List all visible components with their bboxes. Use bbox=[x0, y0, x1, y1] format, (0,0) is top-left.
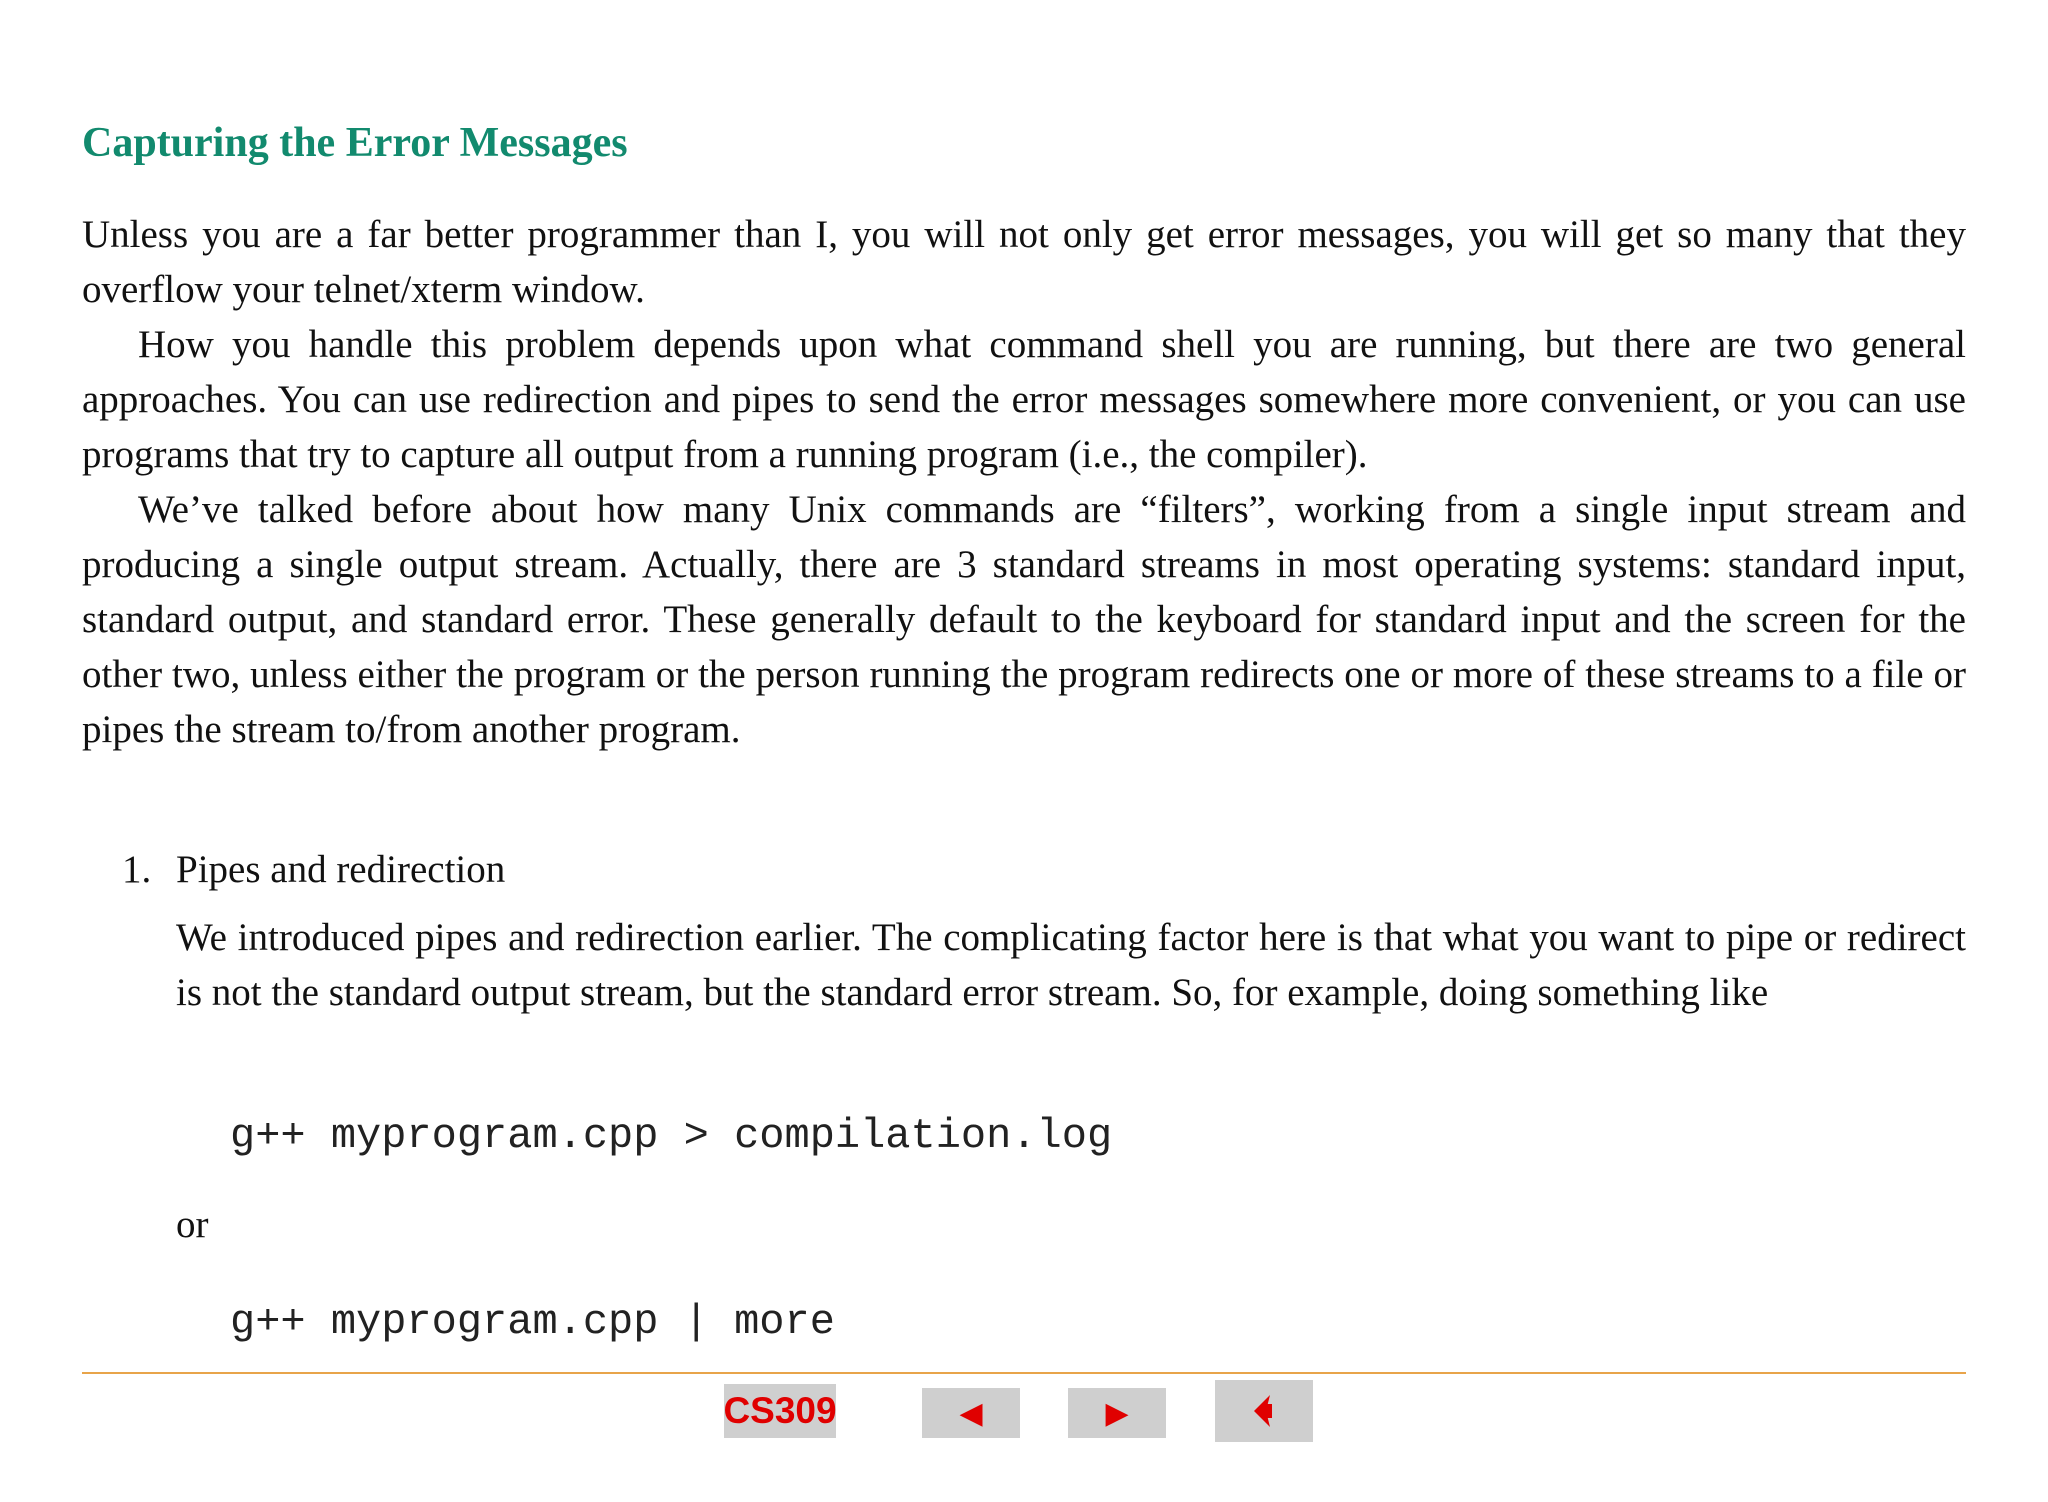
list-item-heading bbox=[122, 842, 1966, 897]
footer-divider bbox=[82, 1372, 1966, 1374]
next-page-button[interactable] bbox=[1068, 1388, 1166, 1438]
left-triangle-icon: ◀ bbox=[959, 1396, 983, 1430]
list-number: 1. bbox=[122, 848, 152, 891]
list-paragraph: We introduced pipes and redirection earlier. The complicating factor here is that what you want to pipe or redirect is not the standard output stream, but the standard error stream. So, for example, doing something like bbox=[176, 916, 1966, 1014]
right-triangle-icon: ▶ bbox=[1105, 1396, 1129, 1430]
paragraph-2: How you handle this problem depends upon what command shell you are running, but there are two general approaches. You can use redirection and pipes to send the error messages somewhere more convenient, or you can use programs that try to capture all output from a running program (i.e., the compiler). bbox=[82, 323, 1966, 476]
previous-page-button[interactable] bbox=[922, 1388, 1020, 1438]
list-item-body bbox=[176, 910, 1966, 1020]
body-text bbox=[82, 207, 1966, 757]
or-text: or bbox=[176, 1203, 209, 1246]
paragraph-1: Unless you are a far better programmer than I, you will not only get error messages, you will get so many that they overflow your telnet/xterm window. bbox=[82, 213, 1966, 311]
list-heading: Pipes and redirection bbox=[176, 848, 506, 891]
paragraph-3: We’ve talked before about how many Unix commands are “filters”, working from a single input stream and producing a single output stream. Actually, there are 3 standard streams in most operating systems: standard input, standard output, and standard error. These generally default to the keyboard for standard input and the screen for the other two, unless either the program or the person running the program redirects one or more of these streams to a file or pipes the stream to/from another program. bbox=[82, 488, 1966, 751]
page-title: Capturing the Error Messages bbox=[82, 120, 628, 166]
code-example-pipe: g++ myprogram.cpp | more bbox=[230, 1298, 835, 1346]
back-button[interactable] bbox=[1215, 1380, 1313, 1442]
slide-page bbox=[82, 0, 1966, 1502]
back-arrow-icon bbox=[1250, 1391, 1278, 1431]
course-home-button[interactable]: CS309 bbox=[724, 1384, 836, 1438]
code-example-redirect: g++ myprogram.cpp > compilation.log bbox=[230, 1112, 1113, 1160]
footer-nav bbox=[82, 1384, 1966, 1444]
